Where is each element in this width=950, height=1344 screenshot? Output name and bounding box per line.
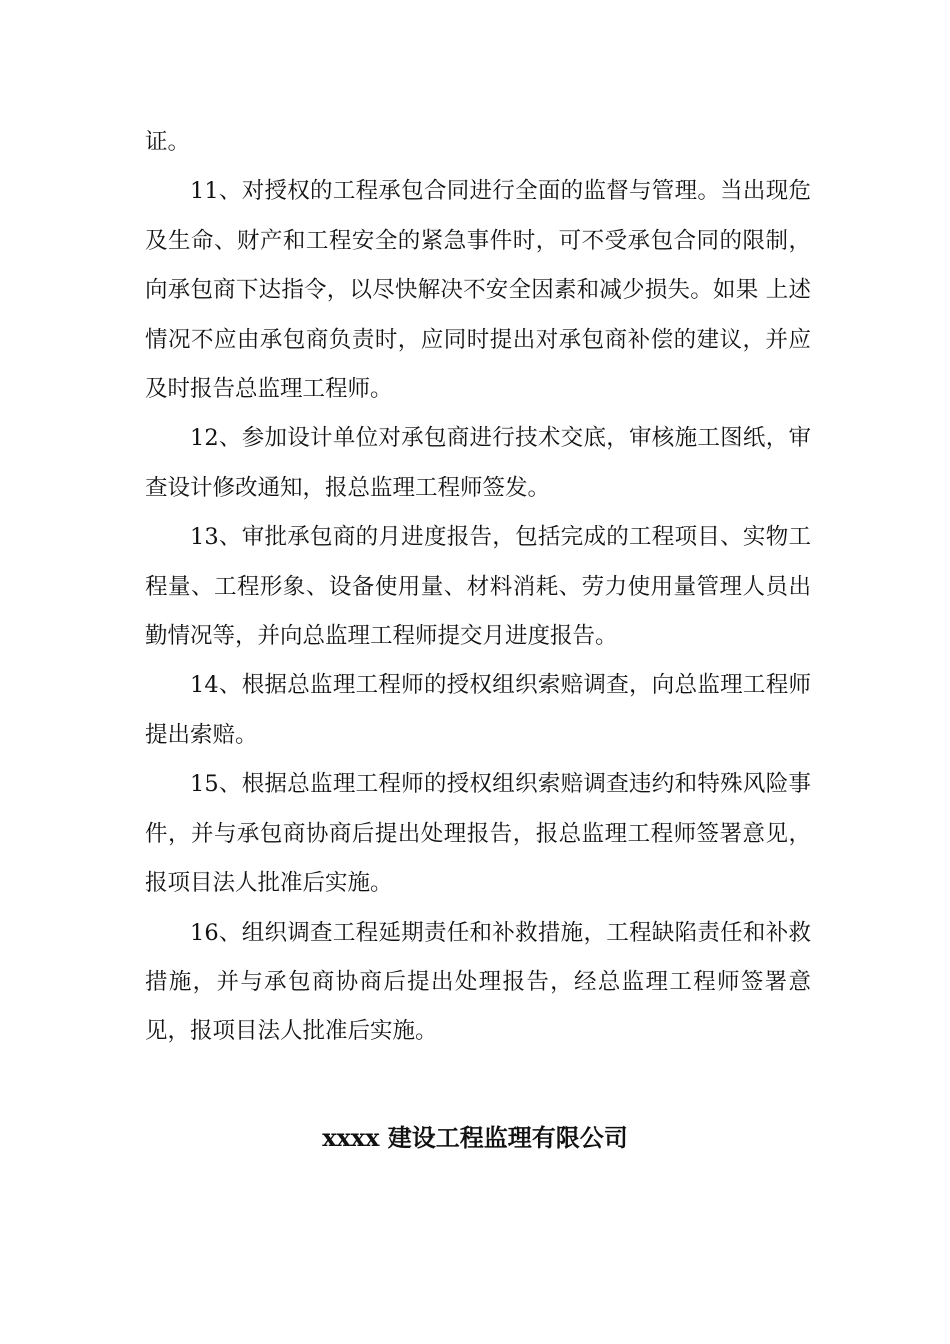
body-text	[145, 118, 811, 1057]
company-name: xxxx 建设工程监理有限公司	[322, 1123, 628, 1152]
paragraph-item-13: 13、审批承包商的月进度报告，包括完成的工程项目、实物工程量、工程形象、设备使用量、材料消耗、劳力使用量管理人员出勤情况等，并向总监理工程师提交月进度报告。	[145, 524, 811, 650]
paragraph-item-11: 11、对授权的工程承包合同进行全面的监督与管理。当出现危及生命、财产和工程安全的紧急事件时，可不受承包合同的限制，向承包商下达指令，以尽快解决不安全因素和减少损失。如果 上述情况不应由承包商负责时，应同时提出对承包商补偿的建议，并应及时报告总监理工程师。	[145, 178, 811, 403]
paragraph-item-12: 12、参加设计单位对承包商进行技术交底，审核施工图纸，审查设计修改通知，报总监理工程师签发。	[145, 425, 811, 501]
paragraph-item-16: 16、组织调查工程延期责任和补救措施，工程缺陷责任和补救措施，并与承包商协商后提出处理报告，经总监理工程师签署意见，报项目法人批准后实施。	[145, 919, 811, 1045]
paragraph-continuation: 证。	[145, 129, 191, 155]
paragraph-item-15: 15、根据总监理工程师的授权组织索赔调查违约和特殊风险事件，并与承包商协商后提出处理报告，报总监理工程师签署意见，报项目法人批准后实施。	[145, 771, 811, 897]
paragraph-item-14: 14、根据总监理工程师的授权组织索赔调查，向总监理工程师提出索赔。	[145, 672, 811, 748]
